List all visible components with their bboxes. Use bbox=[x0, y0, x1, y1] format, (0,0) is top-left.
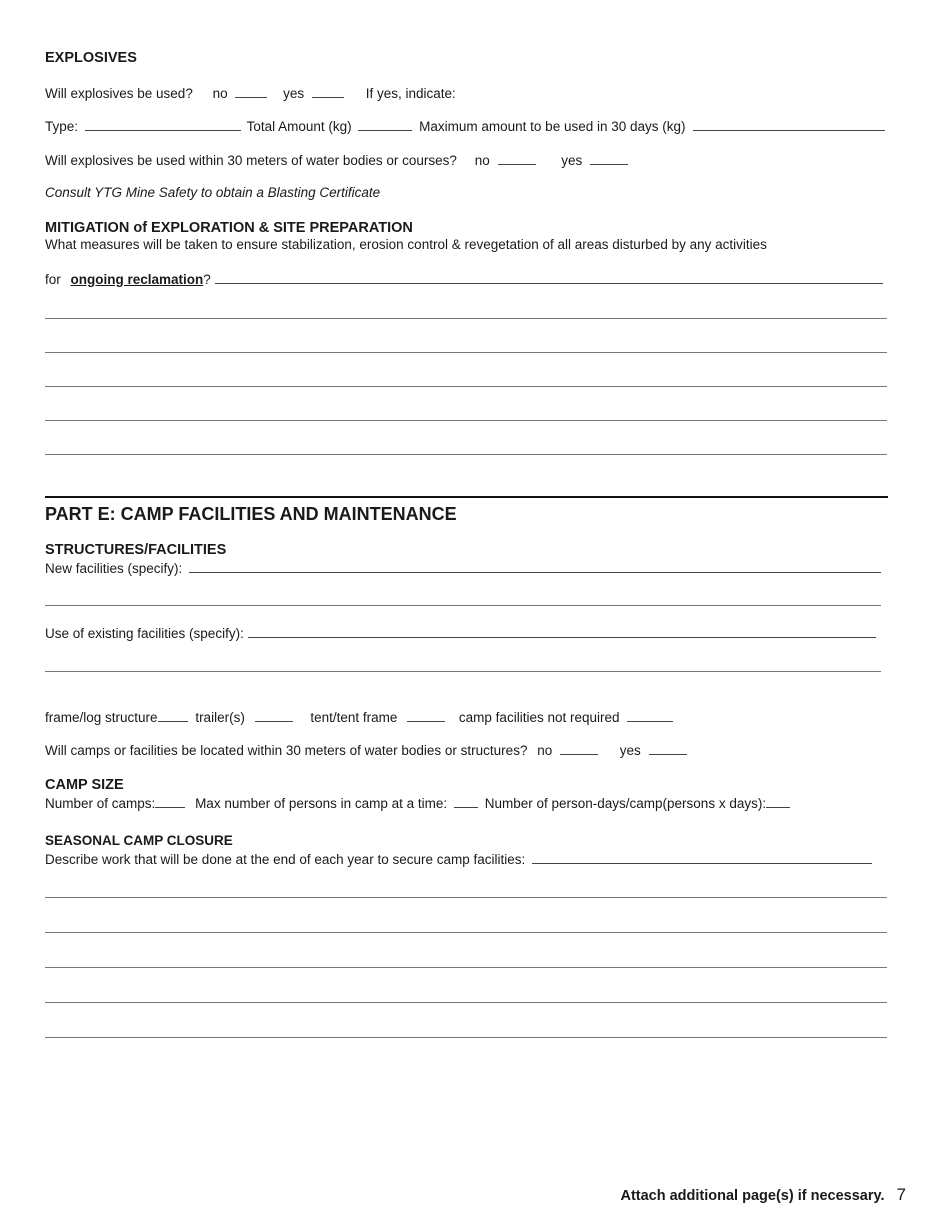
explosives-no-blank[interactable] bbox=[235, 85, 267, 98]
explosives-used-question: Will explosives be used? bbox=[45, 86, 193, 101]
seasonal-answer-blank[interactable] bbox=[532, 851, 872, 864]
page-number: 7 bbox=[896, 1185, 906, 1204]
explosives-heading: EXPLOSIVES bbox=[45, 50, 137, 66]
if-yes-label: If yes, indicate: bbox=[365, 86, 456, 101]
mitigation-heading: MITIGATION of EXPLORATION & SITE PREPARATION bbox=[45, 220, 413, 236]
existing-facilities-blank[interactable] bbox=[248, 625, 876, 638]
seasonal-heading: SEASONAL CAMP CLOSURE bbox=[45, 833, 233, 848]
person-days-blank[interactable] bbox=[766, 795, 790, 808]
mitigation-answer-line[interactable] bbox=[45, 352, 887, 353]
seasonal-describe-row bbox=[45, 851, 872, 867]
max-amount-label: Maximum amount to be used in 30 days (kg) bbox=[419, 119, 686, 134]
ongoing-reclamation-label: ongoing reclamation bbox=[70, 272, 204, 287]
question-mark: ? bbox=[203, 272, 211, 287]
seasonal-describe-label: Describe work that will be done at the end of each year to secure camp facilities: bbox=[45, 852, 526, 867]
new-facilities-row bbox=[45, 560, 881, 576]
seasonal-answer-line[interactable] bbox=[45, 967, 887, 968]
part-e-heading: PART E: CAMP FACILITIES AND MAINTENANCE bbox=[45, 504, 457, 524]
consult-note: Consult YTG Mine Safety to obtain a Blasting Certificate bbox=[45, 185, 381, 200]
trailers-label: trailer(s) bbox=[195, 710, 245, 725]
explosives-water-question: Will explosives be used within 30 meters of water bodies or courses? bbox=[45, 153, 457, 168]
trailers-blank[interactable] bbox=[255, 709, 293, 722]
camps-water-row bbox=[45, 742, 687, 758]
mitigation-question: What measures will be taken to ensure stabilization, erosion control & revegetation of all areas disturbed by any activities bbox=[45, 237, 767, 252]
type-blank[interactable] bbox=[85, 118, 241, 131]
mitigation-answer-line[interactable] bbox=[45, 386, 887, 387]
camp-size-row bbox=[45, 795, 790, 811]
max-persons-label: Max number of persons in camp at a time: bbox=[195, 796, 448, 811]
structures-heading: STRUCTURES/FACILITIES bbox=[45, 542, 227, 558]
no-label: no bbox=[212, 86, 228, 101]
yes-label: yes bbox=[619, 743, 641, 758]
camps-water-yes-blank[interactable] bbox=[649, 742, 687, 755]
not-required-blank[interactable] bbox=[627, 709, 673, 722]
max-persons-blank[interactable] bbox=[454, 795, 478, 808]
seasonal-answer-line[interactable] bbox=[45, 932, 887, 933]
existing-facilities-label: Use of existing facilities (specify): bbox=[45, 626, 244, 641]
frame-log-label: frame/log structure bbox=[45, 710, 158, 725]
explosives-water-row bbox=[45, 152, 628, 168]
seasonal-answer-line[interactable] bbox=[45, 1037, 887, 1038]
tent-label: tent/tent frame bbox=[310, 710, 398, 725]
mitigation-answer-blank[interactable] bbox=[215, 271, 883, 284]
type-label: Type: bbox=[45, 119, 79, 134]
explosives-used-row bbox=[45, 85, 456, 101]
tent-blank[interactable] bbox=[407, 709, 445, 722]
explosives-yes-blank[interactable] bbox=[312, 85, 344, 98]
num-camps-label: Number of camps: bbox=[45, 796, 156, 811]
camps-water-no-blank[interactable] bbox=[560, 742, 598, 755]
num-camps-blank[interactable] bbox=[155, 795, 185, 808]
mitigation-answer-line[interactable] bbox=[45, 454, 887, 455]
camps-water-question: Will camps or facilities be located within 30 meters of water bodies or structures? bbox=[45, 743, 528, 758]
camp-size-heading: CAMP SIZE bbox=[45, 777, 124, 793]
new-facilities-label: New facilities (specify): bbox=[45, 561, 183, 576]
seasonal-answer-line[interactable] bbox=[45, 1002, 887, 1003]
section-divider bbox=[45, 496, 888, 498]
explosives-type-row bbox=[45, 118, 885, 134]
for-label: for bbox=[45, 272, 61, 287]
person-days-label: Number of person-days/camp(persons x days): bbox=[484, 796, 767, 811]
no-label: no bbox=[537, 743, 553, 758]
no-label: no bbox=[474, 153, 490, 168]
seasonal-answer-line[interactable] bbox=[45, 897, 887, 898]
existing-facilities-row bbox=[45, 625, 876, 641]
mitigation-answer-line[interactable] bbox=[45, 318, 887, 319]
frame-log-blank[interactable] bbox=[158, 709, 188, 722]
total-amount-blank[interactable] bbox=[358, 118, 412, 131]
new-facilities-line[interactable] bbox=[45, 605, 881, 606]
not-required-label: camp facilities not required bbox=[458, 710, 620, 725]
new-facilities-blank[interactable] bbox=[189, 560, 881, 573]
yes-label: yes bbox=[561, 153, 583, 168]
explosives-water-yes-blank[interactable] bbox=[590, 152, 628, 165]
mitigation-for-row bbox=[45, 271, 883, 287]
total-amount-label: Total Amount (kg) bbox=[246, 119, 352, 134]
facility-type-row bbox=[45, 709, 673, 725]
attach-note: Attach additional page(s) if necessary. bbox=[620, 1188, 885, 1204]
mitigation-answer-line[interactable] bbox=[45, 420, 887, 421]
explosives-water-no-blank[interactable] bbox=[498, 152, 536, 165]
yes-label: yes bbox=[283, 86, 305, 101]
footer bbox=[620, 1185, 906, 1205]
existing-facilities-line[interactable] bbox=[45, 671, 881, 672]
max-amount-blank[interactable] bbox=[693, 118, 885, 131]
